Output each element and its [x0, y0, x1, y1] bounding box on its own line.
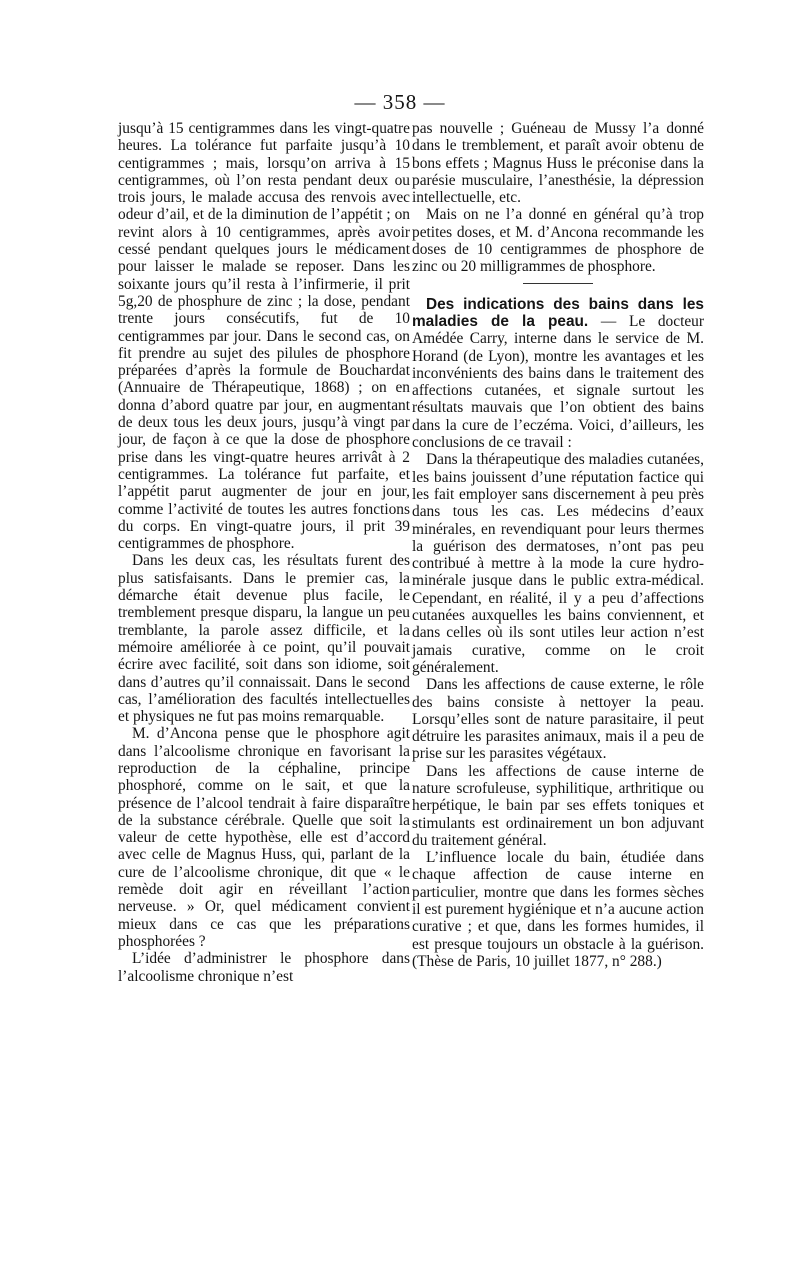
right-paragraph-6: L’influence locale du bain, étudiée dans chaque affection de cause interne en particulier, montre que dans les formes sèches il est purement hygiénique et n’a aucune action curative ; et que, dans les formes humides, il est presque toujours un obstacle à la guérison. (Thèse de Paris, 10 juillet 1877, n° 288.) [412, 849, 704, 970]
left-paragraph-1: jusqu’à 15 centigrammes dans les vingt-quatre heures. La tolérance fut parfaite jusqu’à 10 centigrammes ; mais, lorsqu’on arriva à 15 centigrammes, où l’on resta pendant deux ou trois jours, le malade accusa des renvois avec odeur d’ail, et de la diminution de l’appétit ; on revint alors à 10 centigrammes, après avoir cessé pendant quelques jours le médicament pour laisser le malade se reposer. Dans les soixante jours qu’il resta à l’infirmerie, il prit 5g,20 de phosphure de zinc ; la dose, pendant trente jours consécutifs, fut de 10 centigrammes par jour. Dans le second cas, on fit prendre au sujet des pilules de phosphore préparées d’après la formule de Bouchardat (Annuaire de Thérapeutique, 1868) ; on en donna d’abord quatre par jour, en augmentant de deux tous les deux jours, jusqu’à vingt par jour, de façon à ce que la dose de phosphore prise dans les vingt-quatre heures arrivât à 2 centigrammes. La tolérance fut parfaite, et l’appétit parut augmenter de jour en jour, comme l’activité de toutes les autres fonctions du corps. En vingt-quatre jours, il prit 39 centigrammes de phosphore. [118, 120, 410, 553]
right-paragraph-5: Dans les affections de cause interne de nature scrofuleuse, syphilitique, arthritique ou herpétique, le bain par ses effets toniques et stimulants est ordinairement un bon adjuvant du traitement général. [412, 762, 704, 849]
right-paragraph-2: Mais on ne l’a donné en général qu’à trop petites doses, et M. d’Ancona recommande les doses de 10 centigrammes de phosphore de zinc ou 20 milligrammes de phosphore. [412, 206, 704, 276]
left-paragraph-4: L’idée d’administrer le phosphore dans l’alcoolisme chronique n’est [118, 950, 410, 985]
section-heading-continuation: — Le docteur Amédée Carry, interne dans le service de M. Horand (de Lyon), montre les avantages et les inconvénients des bains dans le traitement des affections cutanées, et signale surtout les résultats mauvais que l’on obtient des bains dans la cure de l’eczéma. Voici, d’ailleurs, les conclusions de ce travail : [412, 312, 704, 452]
section-heading: Des indications des bains dans les maladies de la peau. [412, 295, 704, 330]
left-paragraph-3: M. d’Ancona pense que le phosphore agit dans l’alcoolisme chronique en favorisant la reproduction de la céphaline, principe phosphoré, comme on le sait, et que la présence de l’alcool tendrait à faire disparaître de la substance cérébrale. Quelle que soit la valeur de cette hypothèse, elle est d’accord avec celle de Magnus Huss, qui, parlant de la cure de l’alcoolisme chronique, dit que « le remède doit agir en réveillant l’action nerveuse. » Or, quel médicament convient mieux dans ce cas que les préparations phosphorées ? [118, 725, 410, 950]
left-column [118, 120, 410, 985]
page-number: — 358 — [354, 90, 446, 114]
left-paragraph-2: Dans les deux cas, les résultats furent des plus satisfaisants. Dans le premier cas, la démarche était devenue plus facile, le tremblement presque disparu, la langue un peu tremblante, la parole assez difficile, et la mémoire améliorée à ce point, qu’il pouvait écrire avec facilité, soit dans son idiome, soit dans d’autres qu’il connaissait. Dans le second cas, l’amélioration des facultés intellectuelles et physiques ne fut pas moins remarquable. [118, 552, 410, 726]
right-paragraph-4: Dans les affections de cause externe, le rôle des bains consiste à nettoyer la peau. Lorsqu’elles sont de nature parasitaire, il peut détruire les parasites animaux, mais il a peu de prise sur les parasites végétaux. [412, 676, 704, 763]
section-divider [523, 283, 593, 284]
right-column [412, 120, 704, 970]
right-paragraph-3: Dans la thérapeutique des maladies cutanées, les bains jouissent d’une réputation factice qui les fait employer sans discernement à peu près dans tous les cas. Les médecins d’eaux minérales, en revendiquant pour leurs thermes la guérison des dermatoses, n’ont pas peu contribué à mettre à la mode la cure hydro-minérale jusque dans le public extra-médical. Cependant, en réalité, il y a peu d’affections cutanées auxquelles les bains conviennent, et dans celles où ils sont utiles leur action n’est jamais curative, comme on le croit généralement. [412, 451, 704, 676]
right-paragraph-1: pas nouvelle ; Guéneau de Mussy l’a donné dans le tremblement, et paraît avoir obtenu de bons effets ; Magnus Huss le préconise dans la parésie musculaire, l’anesthésie, la dépression intellectuelle, etc. [412, 120, 704, 207]
section-intro [412, 296, 704, 452]
